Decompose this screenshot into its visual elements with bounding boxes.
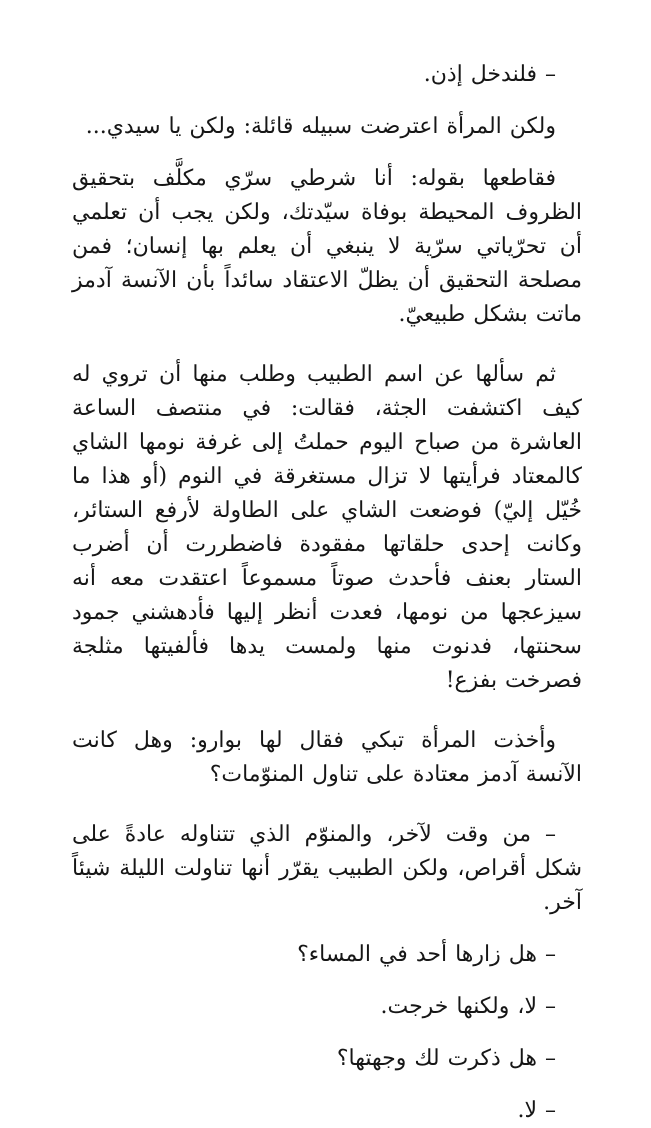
paragraph-sleeping-pills-question: وأخذت المرأة تبكي فقال لها بوارو: وهل كانت الآنسة آدمز معتادة على تناول المنوّمات؟: [72, 728, 582, 787]
paragraph-woman-objects: ولكن المرأة اعترضت سبيله قائلة: ولكن يا سيدي...: [85, 114, 556, 139]
paragraph-destination-answer: – لا.: [517, 1098, 556, 1123]
paragraph-visitor-question: – هل زارها أحد في المساء؟: [297, 942, 556, 967]
paragraph-discovery-account: ثم سألها عن اسم الطبيب وطلب منها أن تروي له كيف اكتشفت الجثة، فقالت: في منتصف الساعة العاشرة من صباح اليوم حملتُ إلى غرفة نومها الشاي كالمعتاد فرأيتها لا تزال مستغرقة في النوم (أو هذا ما خُيّل إليّ) فوضعت الشاي على الطاولة لأرفع الستائر، وكانت إحدى حلقاتها مفقودة فاضطررت أن أضرب الستار بعنف فأحدث صوتاً مسموعاً اعتقدت معه أنه سيزعجها من نومها، فعدت أنظر إليها فأدهشني جمود سحنتها، فدنوت منها ولمست يدها فألفيتها مثلجة فصرخت بفزع!: [72, 362, 582, 693]
paragraph-dialogue-enter: – فلندخل إذن.: [423, 62, 556, 87]
paragraph-visitor-answer: – لا، ولكنها خرجت.: [380, 994, 556, 1019]
text-body: [72, 58, 582, 1128]
paragraph-destination-question: – هل ذكرت لك وجهتها؟: [336, 1046, 556, 1071]
paragraph-secret-police: فقاطعها بقوله: أنا شرطي سرّي مكلَّف بتحقيق الظروف المحيطة بوفاة سيّدتك، ولكن يجب أن تعلمي أن تحرّياتي سرّية لا ينبغي أن يعلم بها إنسان؛ فمن مصلحة التحقيق أن يظلّ الاعتقاد سائداً بأن الآنسة آدمز ماتت بشكل طبيعيّ.: [72, 166, 582, 327]
paragraph-sleeping-pills-answer: – من وقت لآخر، والمنوّم الذي تتناوله عادةً على شكل أقراص، ولكن الطبيب يقرّر أنها تناولت الليلة شيئاً آخر.: [72, 822, 582, 915]
